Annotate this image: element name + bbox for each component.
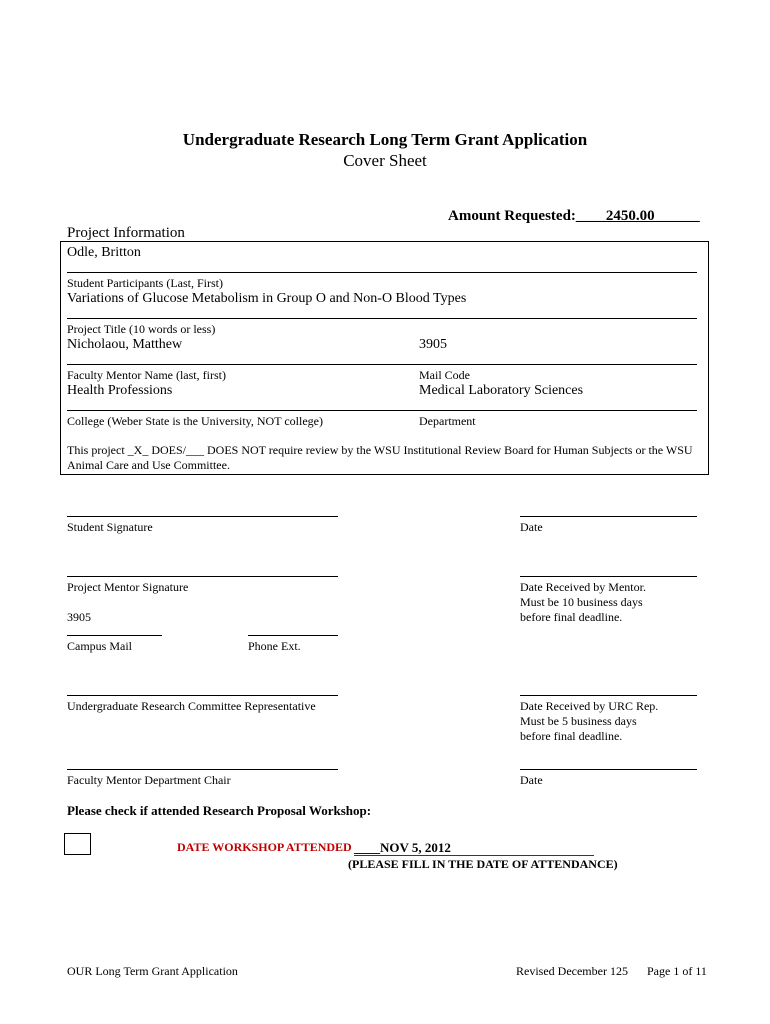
date-received-mentor-line[interactable]	[520, 576, 697, 577]
date-workshop-attended-value[interactable]: ____NOV 5, 2012	[354, 840, 451, 855]
amount-requested	[448, 208, 700, 225]
date-received-urc-line-2: Must be 5 business days	[520, 714, 637, 728]
mentor-line	[67, 364, 697, 365]
workshop-attended-checkbox[interactable]	[64, 833, 91, 855]
project-information-heading: Project Information	[67, 225, 185, 241]
project-title-line	[67, 318, 697, 319]
dept-chair-signature-line[interactable]	[67, 769, 338, 770]
mentor-signature-label: Project Mentor Signature	[67, 580, 189, 594]
project-title-label: Project Title (10 words or less)	[67, 322, 216, 336]
fill-in-date-note: (PLEASE FILL IN THE DATE OF ATTENDANCE)	[348, 857, 618, 871]
phone-ext-label: Phone Ext.	[248, 639, 301, 653]
page-subtitle: Cover Sheet	[343, 151, 427, 170]
student-participants-value[interactable]: Odle, Britton	[67, 245, 141, 260]
mentor-signature-line[interactable]	[67, 576, 338, 577]
date-received-mentor-line-3: before final deadline.	[520, 610, 623, 624]
date-label-2: Date	[520, 773, 543, 787]
mail-code-label: Mail Code	[419, 368, 470, 382]
date-received-mentor-line-1: Date Received by Mentor.	[520, 580, 646, 594]
amount-value[interactable]: ____2450.00______	[575, 208, 700, 224]
urc-rep-label: Undergraduate Research Committee Representative	[67, 699, 316, 713]
student-participants-label: Student Participants (Last, First)	[67, 276, 223, 290]
date-line-1[interactable]	[520, 516, 697, 517]
irb-statement: This project _X_ DOES/___ DOES NOT require review by the WSU Institutional Review Board for Human Subjects or the WSU Animal Care and Use Committee.	[67, 443, 693, 472]
page-title: Undergraduate Research Long Term Grant Application	[182, 130, 588, 149]
student-signature-line[interactable]	[67, 516, 338, 517]
college-value[interactable]: Health Professions	[67, 383, 173, 398]
campus-mail-line[interactable]	[67, 635, 162, 636]
date-label-1: Date	[520, 520, 543, 534]
student-participants-line	[67, 272, 697, 273]
dept-chair-label: Faculty Mentor Department Chair	[67, 773, 231, 787]
date-received-urc-line-3: before final deadline.	[520, 729, 623, 743]
workshop-question: Please check if attended Research Proposal Workshop:	[67, 803, 372, 818]
date-workshop-underline	[354, 855, 594, 856]
amount-label: Amount Requested:	[448, 208, 576, 224]
date-received-urc-line-1: Date Received by URC Rep.	[520, 699, 659, 713]
department-label: Department	[419, 414, 476, 428]
department-value[interactable]: Medical Laboratory Sciences	[419, 383, 584, 398]
date-received-mentor-label	[520, 580, 646, 625]
footer-left: OUR Long Term Grant Application	[67, 964, 238, 978]
date-received-urc-line[interactable]	[520, 695, 697, 696]
mentor-name-value[interactable]: Nicholaou, Matthew	[67, 337, 183, 352]
urc-rep-signature-line[interactable]	[67, 695, 338, 696]
mail-code-value[interactable]: 3905	[419, 337, 447, 352]
project-title-value[interactable]: Variations of Glucose Metabolism in Group O and Non-O Blood Types	[67, 291, 467, 306]
footer-page-number: Page 1 of 11	[647, 964, 707, 978]
date-received-mentor-line-2: Must be 10 business days	[520, 595, 643, 609]
campus-mail-value[interactable]: 3905	[67, 610, 91, 624]
campus-mail-label: Campus Mail	[67, 639, 132, 653]
phone-ext-line[interactable]	[248, 635, 338, 636]
college-label: College (Weber State is the University, NOT college)	[67, 414, 323, 428]
date-workshop-attended-label: DATE WORKSHOP ATTENDED	[177, 840, 352, 854]
date-received-urc-label	[520, 699, 658, 744]
college-line	[67, 410, 697, 411]
date-line-2[interactable]	[520, 769, 697, 770]
mentor-name-label: Faculty Mentor Name (last, first)	[67, 368, 226, 382]
footer-revised: Revised December 125	[516, 964, 628, 978]
student-signature-label: Student Signature	[67, 520, 153, 534]
